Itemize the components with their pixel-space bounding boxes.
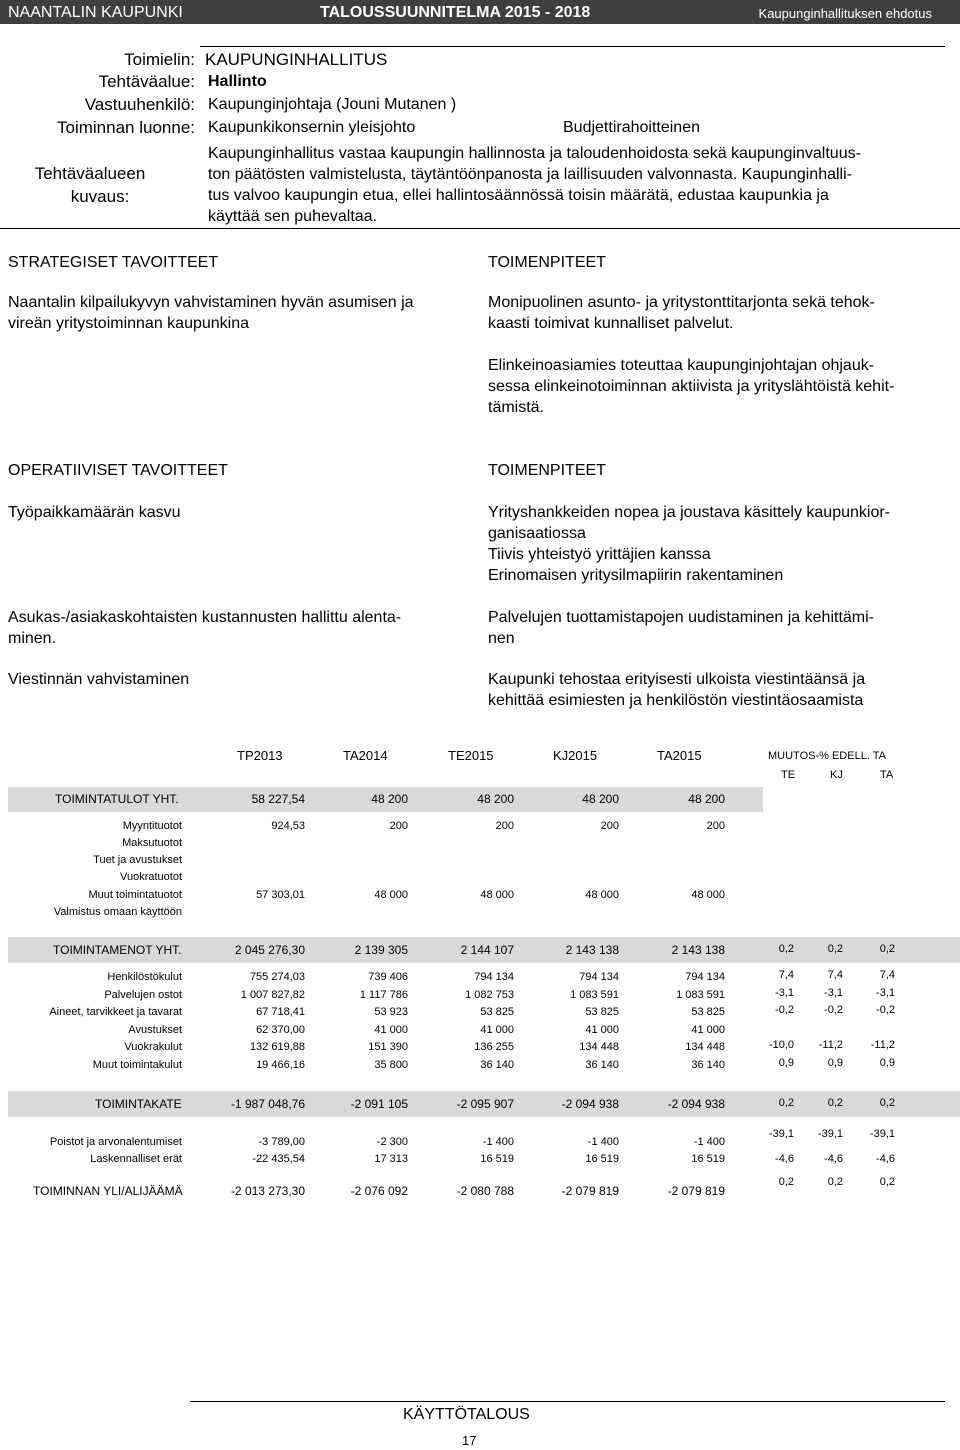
table-cell: 36 140 xyxy=(480,1059,514,1071)
pct-cell: -39,1 xyxy=(817,1128,843,1140)
kuvaus-label-2: kuvaus: xyxy=(70,187,130,206)
table-cell: 739 406 xyxy=(368,971,408,983)
kuvaus-line: ton päätösten valmistelusta, täytäntöönpanosta ja laillisuuden valvonnasta. Kaupunginhalli- xyxy=(208,166,852,183)
measure-line: Monipuolinen asunto- ja yritystonttitarjonta sekä tehok- xyxy=(488,294,875,311)
table-cell: 1 083 591 xyxy=(570,989,619,1001)
table-cell: 2 045 276,30 xyxy=(234,943,305,957)
table-cell: 755 274,03 xyxy=(249,971,305,983)
operative-measure-3 xyxy=(488,669,953,711)
measure-line: Yrityshankkeiden nopea ja joustava käsittely kaupunkior- xyxy=(488,504,891,521)
row-label: Vuokrakulut xyxy=(124,1041,182,1053)
table-cell: -3 789,00 xyxy=(258,1136,305,1148)
table-cell: 16 519 xyxy=(480,1153,514,1165)
vastuuhenkilo-label: Vastuuhenkilö: xyxy=(84,95,195,114)
strategic-measure-1 xyxy=(488,292,953,334)
table-cell: 1 082 753 xyxy=(465,989,514,1001)
measure-line: Erinomaisen yritysilmapiirin rakentaminen xyxy=(488,567,784,584)
goal-line: Asukas-/asiakaskohtaisten kustannusten hallittu alenta- xyxy=(8,609,402,626)
table-cell: 67 718,41 xyxy=(256,1006,305,1018)
table-cell: 2 144 107 xyxy=(460,943,514,957)
row-label: TOIMINTAMENOT YHT. xyxy=(53,943,182,957)
vastuuhenkilo-value: Kaupunginjohtaja (Jouni Mutanen ) xyxy=(208,96,457,113)
table-cell: 58 227,54 xyxy=(251,792,305,806)
row-label: Tuet ja avustukset xyxy=(93,854,182,866)
header-title: TALOUSSUUNNITELMA 2015 - 2018 xyxy=(320,4,591,21)
table-cell: 200 xyxy=(495,820,514,832)
pct-cell: -3,1 xyxy=(775,987,794,999)
row-label: Muut toimintatuotot xyxy=(88,889,182,901)
header-status: Kaupunginhallituksen ehdotus xyxy=(758,6,932,21)
table-cell: -1 400 xyxy=(693,1136,725,1148)
table-cell: -2 013 273,30 xyxy=(230,1184,305,1198)
toimielin-label: Toimielin: xyxy=(124,50,195,69)
table-cell: 2 139 305 xyxy=(354,943,408,957)
budjetti-value: Budjettirahoitteinen xyxy=(563,119,700,136)
header-city: NAANTALIN KAUPUNKI xyxy=(8,4,183,21)
col-header: TA2015 xyxy=(657,748,702,763)
strategic-measure-2 xyxy=(488,355,953,418)
row-label: Vuokratuotot xyxy=(120,871,182,883)
table-cell: 53 923 xyxy=(374,1006,408,1018)
operative-measures-heading: TOIMENPITEET xyxy=(488,462,606,479)
operative-measure-1 xyxy=(488,502,953,586)
table-cell: 136 255 xyxy=(474,1041,514,1053)
pct-cell: 0,9 xyxy=(827,1057,843,1069)
measure-line: Tiivis yhteistyö yrittäjien kanssa xyxy=(488,546,711,563)
table-cell: 48 200 xyxy=(477,792,514,806)
table-cell: -22 435,54 xyxy=(252,1153,305,1165)
pct-cell: -0,2 xyxy=(876,1004,895,1016)
divider xyxy=(200,46,945,47)
table-cell: 1 117 786 xyxy=(359,989,408,1001)
kuvaus-text xyxy=(208,143,948,227)
table-cell: 794 134 xyxy=(685,971,725,983)
measure-line: Kaupunki tehostaa erityisesti ulkoista viestintäänsä ja xyxy=(488,671,866,688)
table-cell: 62 370,00 xyxy=(256,1024,305,1036)
measure-line: nen xyxy=(488,630,515,647)
pct-cell: 0,2 xyxy=(879,1176,895,1188)
table-cell: 48 000 xyxy=(585,889,619,901)
pct-cell: -0,2 xyxy=(824,1004,843,1016)
table-cell: 48 200 xyxy=(688,792,725,806)
table-cell: 2 143 138 xyxy=(565,943,619,957)
table-cell: 53 825 xyxy=(585,1006,619,1018)
pct-cell: -4,6 xyxy=(824,1153,843,1165)
measure-line: ganisaatiossa xyxy=(488,525,586,542)
operative-heading: OPERATIIVISET TAVOITTEET xyxy=(8,462,228,479)
measure-line: Palvelujen tuottamistapojen uudistaminen ja kehittämi- xyxy=(488,609,874,626)
table-cell: 17 313 xyxy=(374,1153,408,1165)
row-label: Poistot ja arvonalentumiset xyxy=(49,1136,182,1148)
table-cell: 2 143 138 xyxy=(671,943,725,957)
pct-cell: -4,6 xyxy=(876,1153,895,1165)
row-label: Maksutuotot xyxy=(122,837,182,849)
luonne-label: Toiminnan luonne: xyxy=(57,118,195,137)
table-cell: 200 xyxy=(706,820,725,832)
table-cell: 16 519 xyxy=(691,1153,725,1165)
pct-cell: -3,1 xyxy=(824,987,843,999)
row-label: Myyntituotot xyxy=(122,820,182,832)
table-cell: 41 000 xyxy=(374,1024,408,1036)
table-cell: -2 079 819 xyxy=(561,1184,619,1198)
muutos-col: KJ xyxy=(830,769,843,781)
operative-measure-2 xyxy=(488,607,953,649)
goal-line: Naantalin kilpailukyvyn vahvistaminen hyvän asumisen ja xyxy=(8,294,414,311)
table-cell: -1 987 048,76 xyxy=(230,1097,305,1111)
table-cell: 36 140 xyxy=(691,1059,725,1071)
luonne-value: Kaupunkikonsernin yleisjohto xyxy=(208,119,416,136)
pct-cell: -11,2 xyxy=(870,1039,895,1051)
table-cell: 41 000 xyxy=(480,1024,514,1036)
pct-cell: 0,2 xyxy=(778,1176,794,1188)
table-cell: 1 083 591 xyxy=(676,989,725,1001)
muutos-header: MUUTOS-% EDELL. TA xyxy=(768,750,886,762)
row-label: TOIMINTATULOT YHT. xyxy=(55,792,179,806)
table-cell: 134 448 xyxy=(579,1041,619,1053)
table-cell: 53 825 xyxy=(480,1006,514,1018)
pct-cell: -0,2 xyxy=(775,1004,794,1016)
measure-line: kehittää esimiesten ja henkilöstön viestintäosaamista xyxy=(488,692,864,709)
tehtavaalue-value: Hallinto xyxy=(208,73,267,90)
col-header: TE2015 xyxy=(448,748,494,763)
pct-cell: 7,4 xyxy=(827,969,843,981)
pct-cell: 0,2 xyxy=(827,1176,843,1188)
table-cell: -2 079 819 xyxy=(667,1184,725,1198)
goal-line: vireän yritystoiminnan kaupunkina xyxy=(8,315,250,332)
table-cell: 48 200 xyxy=(582,792,619,806)
table-cell: -2 091 105 xyxy=(350,1097,408,1111)
pct-cell: 7,4 xyxy=(879,969,895,981)
col-header: KJ2015 xyxy=(553,748,598,763)
table-cell: 132 619,88 xyxy=(249,1041,305,1053)
operative-goal-1: Työpaikkamäärän kasvu xyxy=(8,504,181,521)
row-label: Henkilöstökulut xyxy=(107,971,182,983)
row-label: Muut toimintakulut xyxy=(92,1059,182,1071)
table-cell: -2 080 788 xyxy=(456,1184,514,1198)
table-cell: 36 140 xyxy=(585,1059,619,1071)
table-cell: 794 134 xyxy=(579,971,619,983)
pct-cell: 0,2 xyxy=(879,1097,895,1109)
col-header: TP2013 xyxy=(237,748,283,763)
goal-line: minen. xyxy=(8,630,57,647)
measure-line: kaasti toimivat kunnalliset palvelut. xyxy=(488,315,734,332)
table-cell: -2 300 xyxy=(376,1136,408,1148)
table-cell: 16 519 xyxy=(585,1153,619,1165)
divider xyxy=(0,228,960,229)
pct-cell: 0,2 xyxy=(827,943,843,955)
pct-cell: 0,2 xyxy=(879,943,895,955)
kuvaus-line: käyttää sen puhevaltaa. xyxy=(208,208,378,225)
table-cell: 1 007 827,82 xyxy=(240,989,305,1001)
pct-cell: -3,1 xyxy=(876,987,895,999)
row-label: Palvelujen ostot xyxy=(104,989,182,1001)
row-label: Laskennalliset erät xyxy=(90,1153,182,1165)
row-label: TOIMINTAKATE xyxy=(95,1097,182,1111)
kuvaus-line: Kaupunginhallitus vastaa kaupungin hallinnosta ja taloudenhoidosta sekä kaupunginvaltuus- xyxy=(208,145,861,162)
table-cell: -1 400 xyxy=(587,1136,619,1148)
table-cell: -2 094 938 xyxy=(667,1097,725,1111)
col-header: TA2014 xyxy=(343,748,388,763)
operative-goal-2 xyxy=(8,607,478,649)
table-cell: 794 134 xyxy=(474,971,514,983)
footer-title: KÄYTTÖTALOUS xyxy=(403,1406,530,1423)
table-cell: 35 800 xyxy=(374,1059,408,1071)
pct-cell: -4,6 xyxy=(775,1153,794,1165)
pct-cell: -10,0 xyxy=(768,1039,794,1051)
row-label: Valmistus omaan käyttöön xyxy=(53,906,182,918)
pct-cell: -39,1 xyxy=(768,1128,794,1140)
table-cell: 53 825 xyxy=(691,1006,725,1018)
pct-cell: -11,2 xyxy=(818,1039,843,1051)
table-cell: 924,53 xyxy=(271,820,305,832)
pct-cell: -39,1 xyxy=(869,1128,895,1140)
table-cell: 41 000 xyxy=(691,1024,725,1036)
pct-cell: 0,2 xyxy=(827,1097,843,1109)
table-cell: 48 000 xyxy=(480,889,514,901)
row-label: Avustukset xyxy=(128,1024,182,1036)
tehtavaalue-label: Tehtäväalue: xyxy=(98,72,195,91)
muutos-col: TE xyxy=(781,769,796,781)
table-cell: -2 094 938 xyxy=(561,1097,619,1111)
pct-cell: 0,2 xyxy=(778,943,794,955)
kuvaus-label-1: Tehtäväalueen xyxy=(34,164,146,183)
operative-goal-3: Viestinnän vahvistaminen xyxy=(8,671,190,688)
table-cell: -1 400 xyxy=(482,1136,514,1148)
table-cell: 48 000 xyxy=(691,889,725,901)
strategic-measures-heading: TOIMENPITEET xyxy=(488,254,606,271)
table-cell: 41 000 xyxy=(585,1024,619,1036)
table-cell: 48 000 xyxy=(374,889,408,901)
table-cell: 200 xyxy=(600,820,619,832)
row-label: TOIMINNAN YLI/ALIJÄÄMÄ xyxy=(33,1184,183,1198)
measure-line: Elinkeinoasiamies toteuttaa kaupunginjohtajan ohjauk- xyxy=(488,357,875,374)
table-cell: 134 448 xyxy=(685,1041,725,1053)
table-cell: 200 xyxy=(389,820,408,832)
strategic-goal xyxy=(8,292,478,334)
strategic-heading: STRATEGISET TAVOITTEET xyxy=(8,254,219,271)
table-cell: 57 303,01 xyxy=(256,889,305,901)
muutos-col: TA xyxy=(880,769,894,781)
pct-cell: 0,2 xyxy=(778,1097,794,1109)
measure-line: sessa elinkeinotoiminnan aktiivista ja yrityslähtöistä kehit- xyxy=(488,378,895,395)
table-cell: -2 076 092 xyxy=(350,1184,408,1198)
page-number: 17 xyxy=(462,1433,477,1448)
pct-cell: 0,9 xyxy=(778,1057,794,1069)
kuvaus-line: tus valvoo kaupungin etua, ellei hallintosäännössä toisin määrätä, edustaa kaupunkia ja xyxy=(208,187,829,204)
row-label: Aineet, tarvikkeet ja tavarat xyxy=(49,1006,182,1018)
table-cell: 19 466,16 xyxy=(256,1059,305,1071)
toimielin-value: KAUPUNGINHALLITUS xyxy=(205,50,388,69)
table-cell: 48 200 xyxy=(371,792,408,806)
measure-line: tämistä. xyxy=(488,399,545,416)
table-cell: 151 390 xyxy=(368,1041,408,1053)
document-header-bar xyxy=(0,0,960,24)
pct-cell: 7,4 xyxy=(778,969,794,981)
divider xyxy=(190,1401,945,1402)
table-cell: -2 095 907 xyxy=(456,1097,514,1111)
pct-cell: 0,9 xyxy=(879,1057,895,1069)
